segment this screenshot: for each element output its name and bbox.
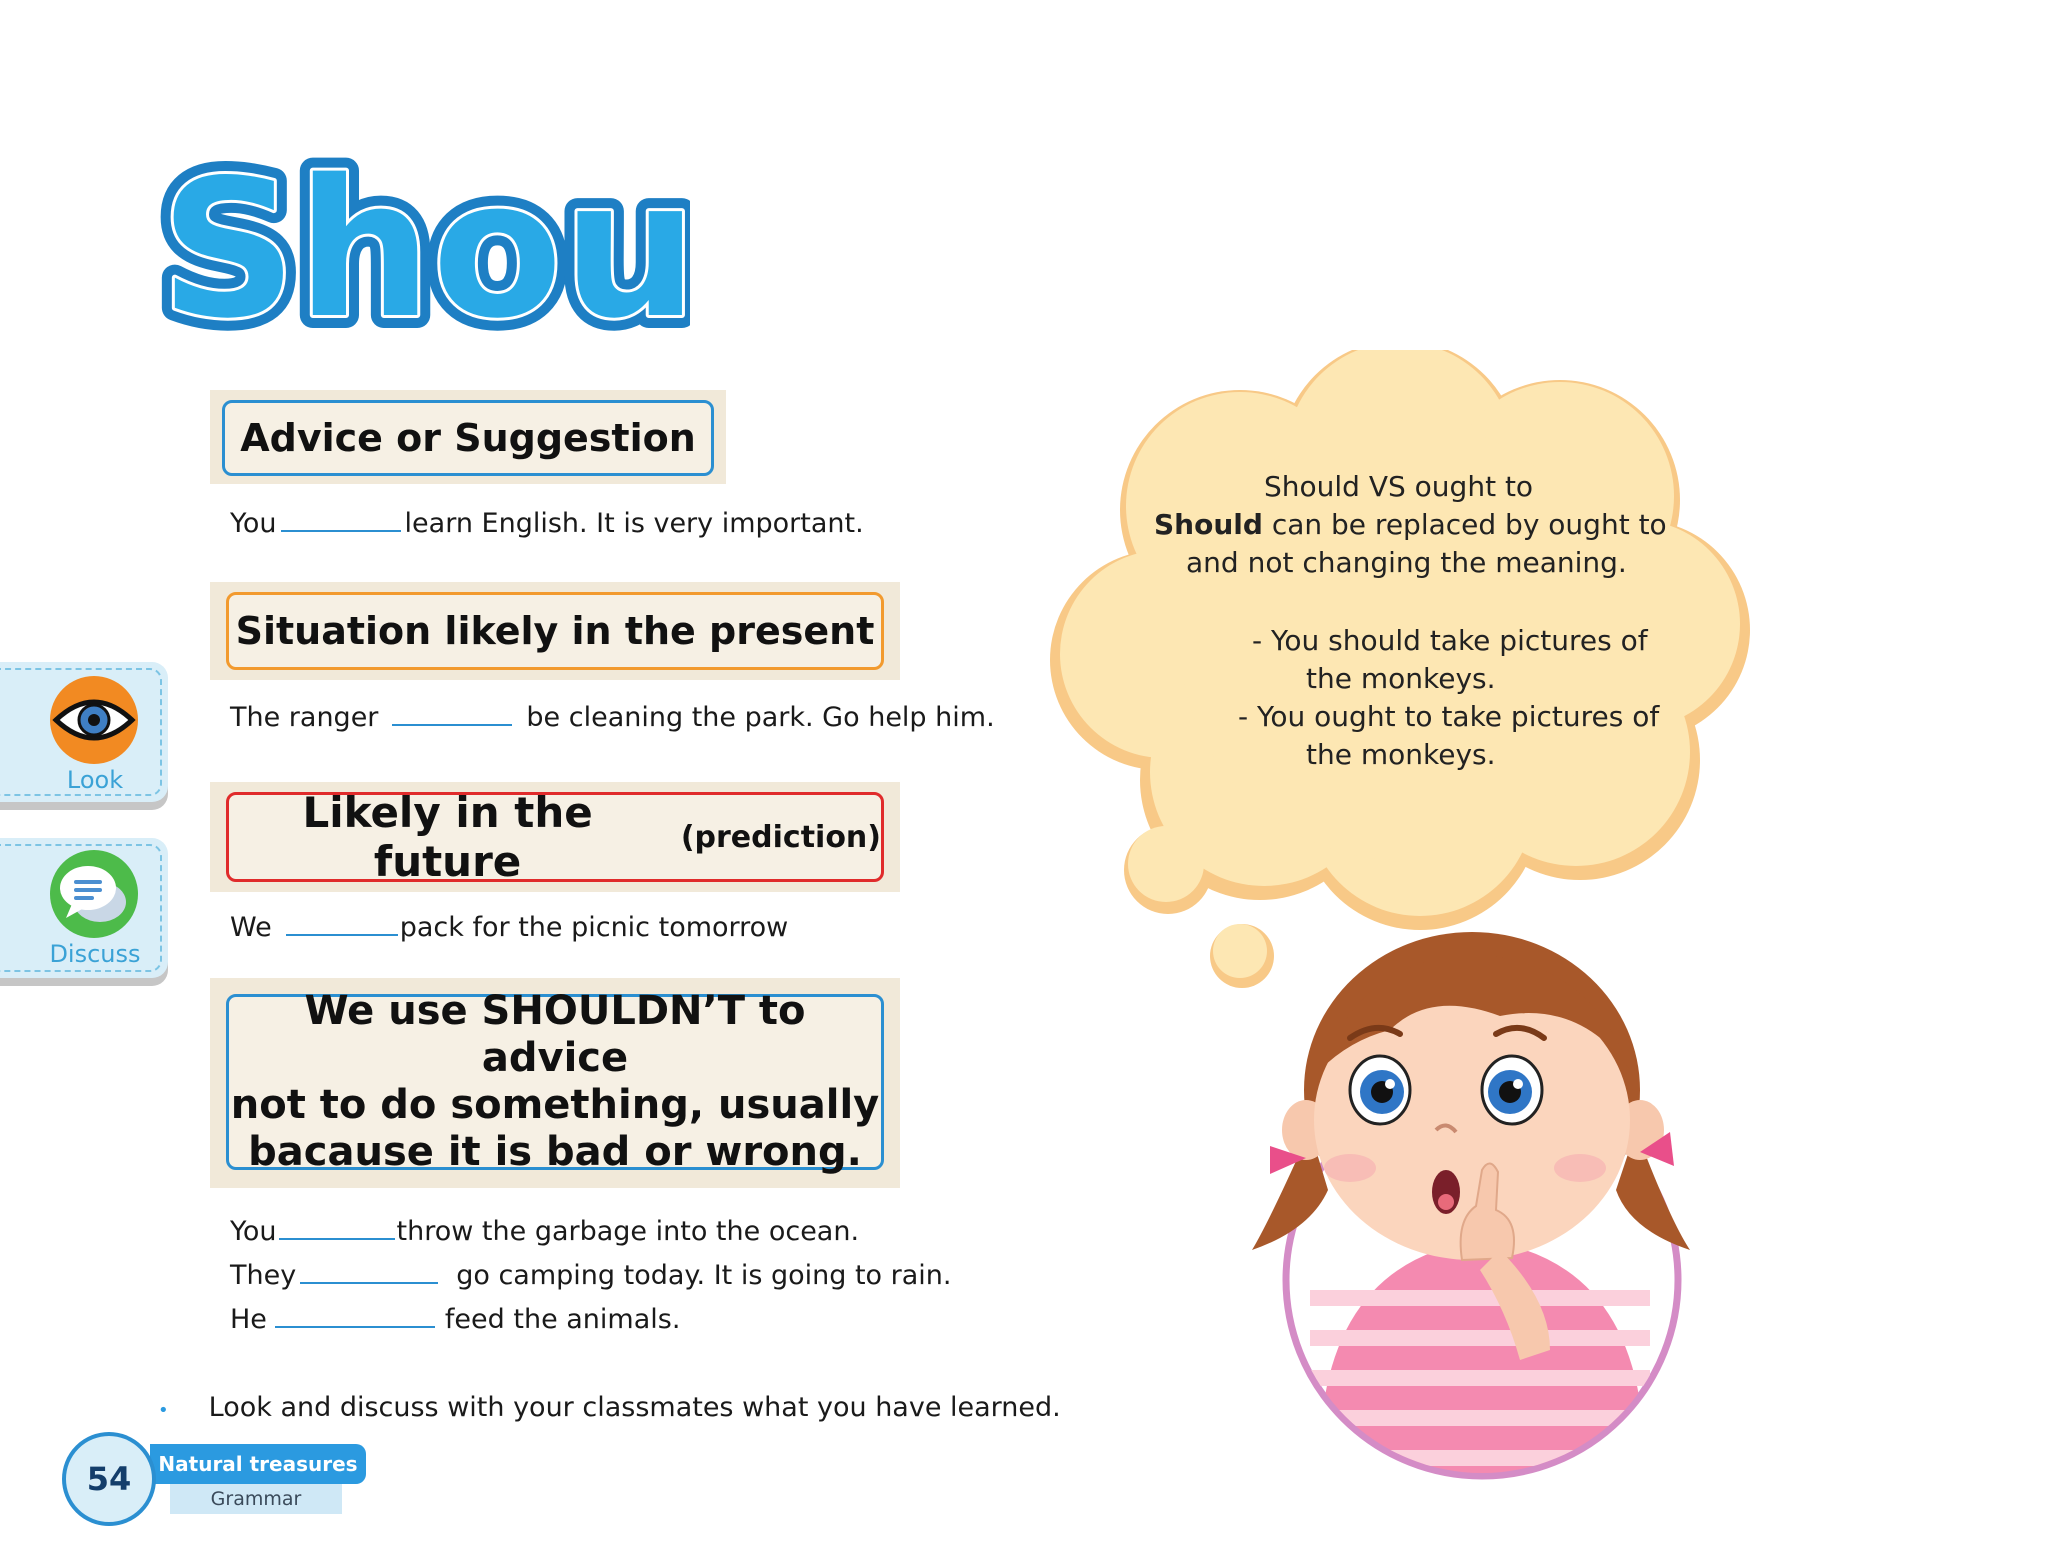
section-present-heading-text: Situation likely in the present [235, 609, 875, 653]
cloud-line-3: and not changing the meaning. [1186, 546, 1627, 579]
example-before: We [230, 912, 272, 943]
side-tab-discuss-label: Discuss [49, 940, 141, 968]
chat-icon [48, 848, 140, 940]
example-after: go camping today. It is going to rain. [456, 1260, 952, 1291]
answer-blank[interactable] [281, 529, 401, 532]
cloud-example-1a: - You should take pictures of [1252, 624, 1648, 657]
example-after: learn English. It is very important. [404, 508, 864, 539]
example-after: pack for the picnic tomorrow [399, 912, 789, 943]
cloud-example-2b: the monkeys. [1306, 738, 1496, 771]
section-advice-heading [222, 400, 714, 476]
example-line [230, 1216, 859, 1247]
shouldnt-line-3: bacause it is bad or wrong. [248, 1129, 862, 1175]
cloud-example-1b: the monkeys. [1306, 662, 1496, 695]
cloud-example-2a: - You ought to take pictures of [1238, 700, 1660, 733]
example-before: You [230, 1216, 277, 1247]
shouldnt-line-1: We use SHOULDN’T to advice [304, 988, 806, 1081]
section-future-heading [226, 788, 884, 886]
section-advice-heading-text: Advice or Suggestion [240, 416, 696, 460]
example-line [230, 508, 864, 539]
cloud-line-1: Should VS ought to [1264, 470, 1534, 503]
side-tab-look[interactable] [0, 662, 168, 802]
section-future-heading-small: (prediction) [680, 819, 881, 855]
page-number [62, 1432, 156, 1526]
eye-icon [48, 674, 140, 766]
example-after: be cleaning the park. Go help him. [526, 702, 995, 733]
page-title [150, 120, 690, 360]
title-graphic [150, 120, 690, 360]
side-tab-discuss[interactable] [0, 838, 168, 978]
title-outline: Shou [160, 139, 690, 360]
answer-blank[interactable] [392, 723, 512, 726]
shouldnt-line-2: not to do something, usually [230, 1082, 880, 1128]
example-line [230, 912, 788, 943]
example-after: throw the garbage into the ocean. [396, 1216, 860, 1247]
bullet-icon: • [158, 1400, 169, 1421]
thinking-girl-illustration [1250, 920, 1710, 1490]
example-before: The ranger [230, 702, 379, 733]
footer-section-label [170, 1484, 342, 1514]
answer-blank[interactable] [275, 1325, 435, 1328]
example-before: They [230, 1260, 297, 1291]
cloud-line-2-rest: can be replaced by ought to [1262, 508, 1667, 541]
side-tab-look-label: Look [66, 766, 124, 794]
cloud-line-2 [1154, 508, 1667, 541]
title-text: Shou [160, 139, 690, 360]
instruction-text: Look and discuss with your classmates what you have learned. [208, 1392, 1061, 1423]
example-line [230, 702, 995, 733]
example-after: feed the animals. [444, 1304, 681, 1335]
page-number-text: 54 [86, 1460, 132, 1498]
example-before: He [230, 1304, 267, 1335]
section-shouldnt-heading [226, 988, 884, 1175]
footer-unit-title: Natural treasures [158, 1452, 358, 1476]
answer-blank[interactable] [286, 933, 398, 936]
answer-blank[interactable] [300, 1281, 438, 1284]
example-line [230, 1304, 680, 1335]
section-present-heading [226, 592, 884, 670]
footer-section-text: Grammar [210, 1488, 302, 1510]
instruction [158, 1392, 1061, 1423]
cloud-bold-word: Should [1154, 508, 1263, 541]
example-before: You [230, 508, 277, 539]
example-line [230, 1260, 952, 1291]
footer-unit-ribbon [150, 1444, 366, 1484]
answer-blank[interactable] [279, 1237, 395, 1240]
section-future-heading-text: Likely in the future [302, 788, 593, 886]
